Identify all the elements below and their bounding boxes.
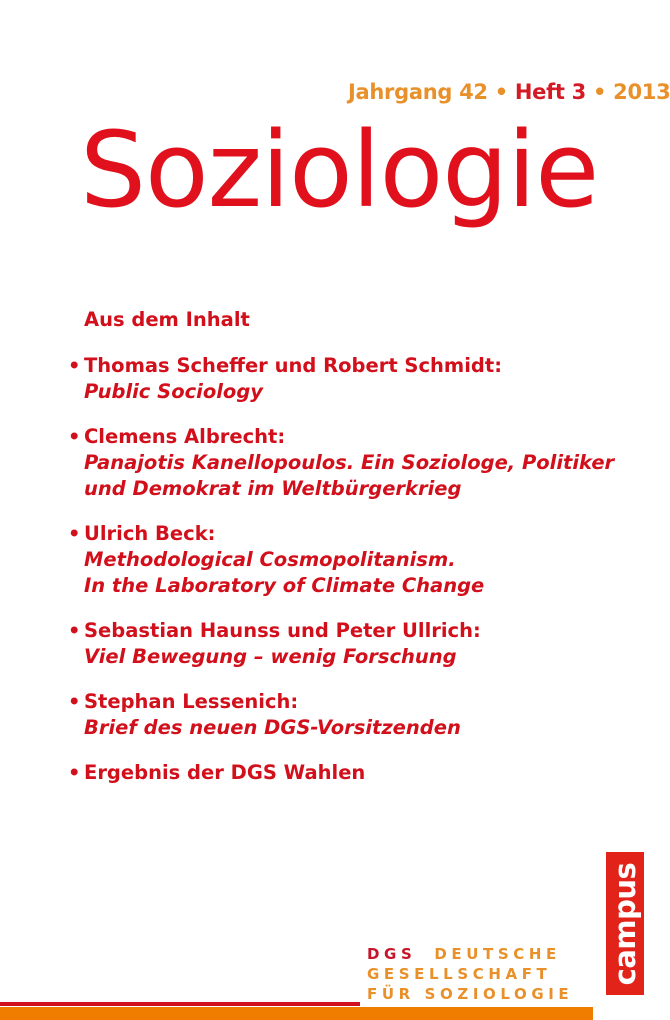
entry-title: Brief des neuen DGS-Vorsitzenden [84, 716, 461, 739]
publisher-logo [606, 852, 644, 995]
entry-author: Stephan Lessenich: [84, 690, 299, 713]
entry-author: Clemens Albrecht: [84, 425, 286, 448]
dgs-logo [367, 944, 573, 1004]
list-item [68, 760, 614, 786]
issue-info [348, 80, 670, 104]
bullet: • [68, 522, 81, 545]
year: 2013 [613, 80, 670, 104]
entry-author: Ulrich Beck: [84, 522, 216, 545]
separator: • [586, 80, 614, 104]
dgs-line: DEUTSCHE [434, 945, 561, 963]
entry-title: In the Laboratory of Climate Change [84, 574, 485, 597]
list-item [68, 353, 614, 405]
contents-heading: Aus dem Inhalt [84, 308, 250, 331]
list-item [68, 689, 614, 741]
publisher-name: campus [608, 862, 642, 985]
bullet: • [68, 761, 81, 784]
entry-title: Methodological Cosmopolitanism. [84, 548, 456, 571]
list-item [68, 618, 614, 670]
dgs-line: GESELLSCHAFT [367, 965, 552, 983]
issue-number: Heft 3 [514, 80, 586, 104]
journal-title: Soziologie [80, 109, 599, 231]
bullet: • [68, 619, 81, 642]
entry-author: Thomas Scheffer und Robert Schmidt: [84, 354, 502, 377]
table-of-contents [68, 307, 614, 805]
entry-title: Viel Bewegung – wenig Forschung [84, 645, 457, 668]
list-item [68, 424, 614, 502]
bullet: • [68, 425, 81, 448]
entry-author: Sebastian Haunss und Peter Ullrich: [84, 619, 481, 642]
bullet: • [68, 354, 81, 377]
dgs-abbr: DGS [367, 945, 417, 963]
dgs-line: FÜR SOZIOLOGIE [367, 985, 574, 1003]
red-rule [0, 1002, 360, 1006]
list-item [68, 521, 614, 599]
separator: • [487, 80, 515, 104]
orange-bar [0, 1007, 593, 1020]
entry-author: Ergebnis der DGS Wahlen [84, 761, 366, 784]
entry-title: Panajotis Kanellopoulos. Ein Soziologe, Politiker [84, 451, 615, 474]
entry-title: und Demokrat im Weltbürgerkrieg [84, 477, 462, 500]
bullet: • [68, 690, 81, 713]
entry-title: Public Sociology [84, 380, 263, 403]
volume: Jahrgang 42 [348, 80, 488, 104]
